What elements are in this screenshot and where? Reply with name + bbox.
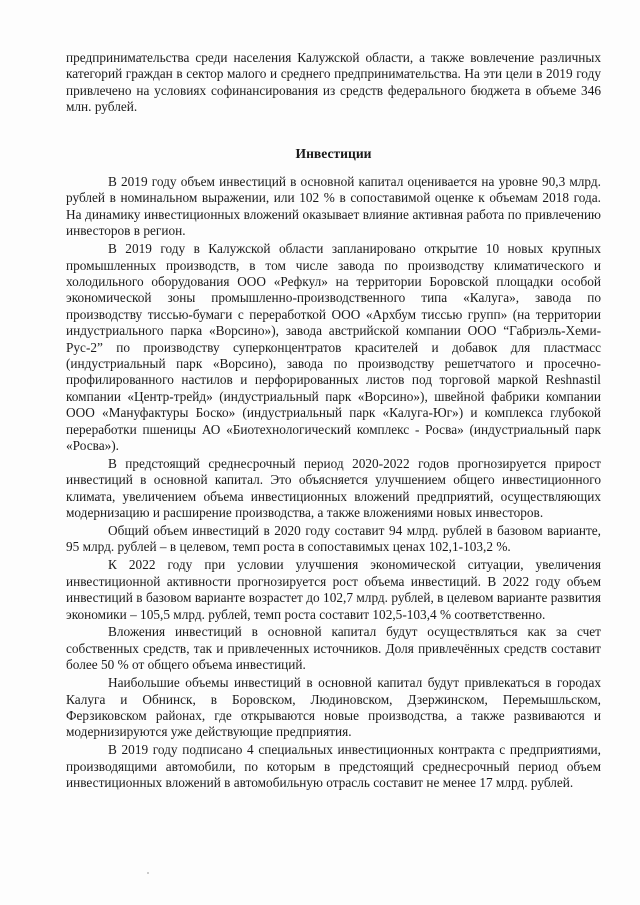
paragraph-forecast-2020-2022: В предстоящий среднесрочный период 2020-2022 годов прогнозируется прирост инвестиций в основной капитал. Это объясняется улучшением общего инвестиционного климата, увеличением объема инвестиционных вложений предприятий, осуществляющих модернизацию и расширение производства, а также вложениями новых инвесторов. <box>66 455 601 521</box>
paragraph-investment-volume-2019: В 2019 году объем инвестиций в основной капитал оценивается на уровне 90,3 млрд. рублей в номинальном выражении, или 102 % в сопоставимой оценке к объемам 2018 года. На динамику инвестиционных вложений оказывает влияние активная работа по привлечению инвесторов в регион. <box>66 174 601 239</box>
section-body <box>66 174 601 793</box>
scan-dot <box>147 872 149 874</box>
paragraph-funding-sources: Вложения инвестиций в основной капитал будут осуществляться как за счет собственных средств, так и привлеченных источников. Доля привлечённых средств составит более 50 % от общего объема инвестиций. <box>66 624 601 673</box>
paragraph-investment-2022: К 2022 году при условии улучшения экономической ситуации, увеличения инвестиционной активности прогнозируется рост объема инвестиций. В 2022 году объем инвестиций в базовом варианте возрастет до 102,7 млрд. рублей, в целевом варианте развития экономики – 105,5 млрд. рублей, темп роста составит 102,5-103,4 % соответственно. <box>66 557 601 622</box>
paragraph-auto-contracts: В 2019 году подписано 4 специальных инвестиционных контракта с предприятиями, производящими автомобили, по которым в предстоящий среднесрочный период объем инвестиционных вложений в автомобильную отрасль составит не менее 17 млрд. рублей. <box>66 742 601 791</box>
paragraph-new-productions-2019: В 2019 году в Калужской области запланировано открытие 10 новых крупных промышленных производств, в том числе завода по производству климатического и холодильного оборудования ООО «Рефкул» на территории Боровской площадки особой экономической зоны промышленно-производственного типа «Калуга», завода по производству тиссью-бумаги с переработкой ООО «Архбум тиссью групп» (на территории индустриального парка «Ворсино»), завода австрийской компании ООО “Габриэль-Хеми-Рус-2” по производству суперконцентратов красителей и добавок для пластмасс (индустриальный парк «Ворсино), завода по производству решетчатого и просечно-профилированного настилов и перфорированных листов под торговой маркой Reshnastil компании «Центр-трейд» (индустриальный парк «Ворсино»), швейной фабрики компании ООО «Мануфактуры Боско» (индустриальный парк «Калуга-Юг») и комплекса глубокой переработки пшеницы АО «Биотехнологический комплекс - Росва» (индустриальный парк «Росва»). <box>66 241 601 453</box>
paragraph-regions: Наибольшие объемы инвестиций в основной капитал будут привлекаться в городах Калуга и Обнинск, в Боровском, Людиновском, Дзержинском, Перемышльском, Ферзиковском районах, где открываются новые производства, а также развиваются и модернизируются уже действующие предприятия. <box>66 675 601 740</box>
paragraph-investment-2020: Общий объем инвестиций в 2020 году составит 94 млрд. рублей в базовом варианте, 95 млрд. рублей – в целевом, темп роста в сопоставимых ценах 102,1-103,2 %. <box>66 523 601 555</box>
intro-paragraph: предпринимательства среди населения Калужской области, а также вовлечение различных категорий граждан в сектор малого и среднего предпринимательства. На эти цели в 2019 году привлечено на условиях софинансирования из средств федерального бюджета в объеме 346 млн. рублей. <box>66 50 601 115</box>
section-title: Инвестиции <box>295 146 372 161</box>
